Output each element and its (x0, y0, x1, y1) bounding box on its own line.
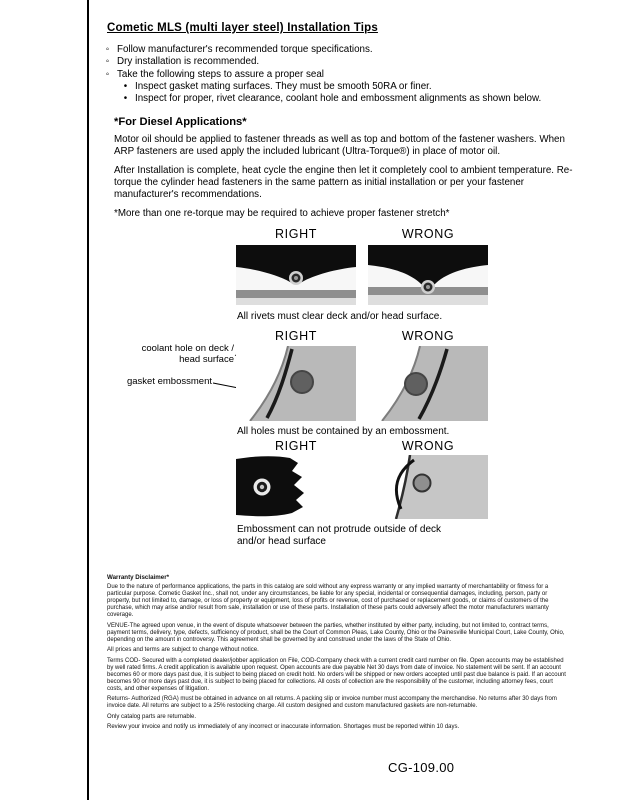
diagram-hole-embossment-right-image (236, 346, 356, 421)
warranty-disclaimer-heading: Warranty Disclaimer* (107, 574, 170, 581)
tip-text: Inspect for proper, rivet clearance, coolant hole and embossment alignments as shown below. (135, 93, 542, 105)
solid-bullet-icon: • (123, 80, 128, 92)
list-item (103, 56, 575, 68)
row2-caption: All holes must be contained by an embossment. (237, 426, 450, 437)
legal-paragraph: All prices and terms are subject to change without notice. (107, 647, 259, 653)
list-item (103, 44, 575, 56)
deck-lower (236, 298, 356, 305)
retorque-paragraph: After Installation is complete, heat cycle the engine then let it completely cool to ambient temperature. Re-torque the cylinder head fasteners in the same pattern as initial installation or per your fastener manufacturer's recommendations. (114, 165, 573, 200)
coolant-hole-annotation: coolant hole on deck / head surface (141, 343, 234, 365)
row1-caption: All rivets must clear deck and/or head surface. (237, 311, 443, 322)
rivet-center (426, 285, 430, 289)
legal-paragraph: Due to the nature of performance applications, the parts in this catalog are sold without any express warranty or any implied warranty of merchantability or fitness for a particular purpose. Cometic Gasket Inc., shall not, under any circumstances, be liable for any special, incidental or consequential damages, including, person, party or property, but not limited to, damage, or loss of property or equipment, loss of profits or revenue, cost of purchased or replacement goods, or claims of customers of the purchase, which may arise and/or result from sale, installation or use of these parts. Installation of these parts could adversely affect the motor manufacturers warranty coverage. (107, 584, 549, 618)
right-label-row2: RIGHT (275, 329, 317, 343)
open-bullet-icon: ◦ (105, 56, 110, 68)
wrong-label-row1: WRONG (401, 227, 455, 241)
deck-lower (368, 295, 488, 305)
tips-list (103, 44, 575, 105)
open-bullet-icon: ◦ (105, 68, 110, 80)
open-bullet-icon: ◦ (105, 44, 110, 55)
page-code: CG-109.00 (388, 760, 455, 775)
list-item (103, 69, 575, 81)
wrong-label-row3: WRONG (401, 439, 455, 453)
tip-text: Take the following steps to assure a proper seal (117, 68, 324, 80)
motor-oil-paragraph: Motor oil should be applied to fastener threads as well as top and bottom of the fastener washers. When ARP fasteners are used apply the included lubricant (Ultra-Torque®) in place of motor oil. (114, 134, 565, 157)
diagram-hole-embossment-wrong-image (368, 346, 488, 421)
diesel-applications-heading: *For Diesel Applications* (114, 116, 247, 128)
diagram-protrusion-wrong-image (368, 455, 488, 519)
legal-paragraph: Review your invoice and notify us immediately of any incorrect or inaccurate information. Shortages must be reported within 10 days. (107, 724, 460, 730)
tip-text: Inspect gasket mating surfaces. They must be smooth 50RA or finer. (135, 80, 432, 92)
left-margin-rule (87, 0, 89, 800)
list-item (121, 93, 575, 105)
solid-bullet-icon: • (123, 93, 128, 105)
gasket-embossment-annotation: gasket embossment (126, 376, 212, 387)
right-label-row1: RIGHT (275, 227, 317, 241)
warranty-disclaimer-section (107, 574, 569, 735)
diagram-rivet-clearance-wrong-image (368, 245, 488, 305)
list-item (121, 81, 575, 93)
retorque-note: *More than one re-torque may be required to achieve proper fastener stretch* (114, 208, 450, 219)
rivet-center (294, 276, 298, 280)
legal-paragraph: VENUE-The agreed upon venue, in the event of dispute whatsoever between the parties, whether instituted by either party, including, but not limited to, contract terms, payment terms, delivery, type, defects, sufficiency of product, shall be the Court of Common Pleas, Lake County, Ohio or the Painesville Municipal Court, Lake County, Ohio, depending on the amount in controversy. This agreement shall be governed by and construed under the laws of the State of Ohio. (107, 622, 565, 643)
diagram-protrusion-right-image (236, 455, 356, 519)
row3-caption: Embossment can not protrude outside of deck and/or head surface (237, 524, 442, 547)
tip-text: Follow manufacturer's recommended torque specifications. (117, 44, 373, 55)
legal-paragraph: Only catalog parts are returnable. (107, 713, 197, 720)
tip-text: Dry installation is recommended. (117, 56, 260, 68)
wrong-label-row2: WRONG (401, 329, 455, 343)
page-title: Cometic MLS (multi layer steel) Installation Tips (107, 22, 378, 34)
diagram-rivet-clearance-right-image (236, 245, 356, 305)
hole-center (260, 485, 264, 489)
right-label-row3: RIGHT (275, 439, 317, 453)
deck-surface (236, 290, 356, 298)
legal-paragraph: Returns- Authorized (RGA) must be obtained in advance on all returns. A packing slip or invoice number must accompany the merchandise. No returns after 30 days from invoice date. All returns are subject to a 25% restocking charge. All custom designed and custom manufactured gaskets are non-returnable. (107, 696, 557, 709)
legal-paragraph: Terms COD- Secured with a completed dealer/jobber application on File, COD-Company check with a current credit card number on file. Open accounts may be established by well rated firms. A credit application is available upon request. Open accounts are due payable Net 30 days from date of invoice. No statement will be sent. If an account becomes 60 or more days past due, it is subject to being placed on credit hold. No orders will be shipped or new orders accepted until past due balance is paid. If an account becomes 90 or more days past due, it is subject to being placed for collections. All costs of collection are the responsibility of the customer, including attorney fees, court costs, and other expenses of litigation. (107, 657, 566, 692)
